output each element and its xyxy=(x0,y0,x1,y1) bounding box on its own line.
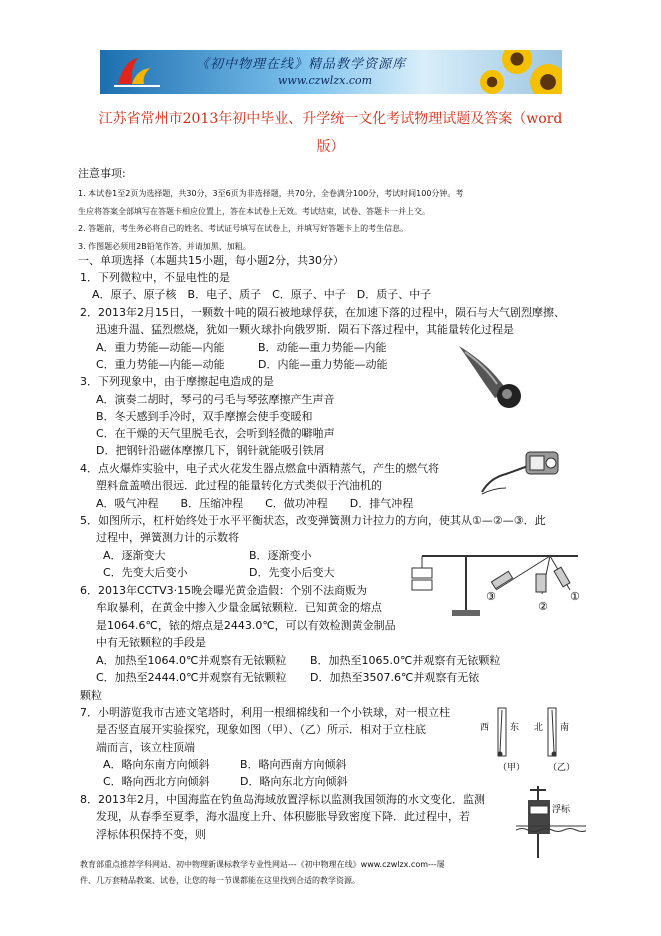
note-item: 1. 本试卷1至2页为选择题，共30分，3至6页为非选择题，共70分，全卷满分100分，考试时间100分钟。考 xyxy=(78,189,464,198)
option-a: A．略向东南方向倾斜 xyxy=(103,758,210,771)
question-stem: 中有无铱颗粒的手段是 xyxy=(96,636,206,649)
question-stem: 7．小明游览我市古迹文笔塔时，利用一根细棉线和一个小铁球，对一根立柱 xyxy=(80,706,450,719)
option-d: D．内能—重力势能—动能 xyxy=(258,358,388,371)
question-stem: 迅速升温、猛烈燃烧，犹如一颗火球扑向俄罗斯．陨石下落过程中，其能量转化过程是 xyxy=(96,323,514,336)
option-c: C．先变大后变小 xyxy=(103,566,188,579)
note-item: 生应将答案全部填写在答题卡相应位置上，答在本试卷上无效。考试结束，试卷、答题卡一并上交。 xyxy=(78,207,430,216)
option-a: A．逐渐变大 xyxy=(103,549,166,562)
pillar-figure xyxy=(476,700,586,772)
footer-line: 件、几万套精品教案、试卷，让您的每一节课都能在这里找到合适的教学资源。 xyxy=(80,876,360,885)
sunflower-icon xyxy=(530,64,562,94)
banner-title: 《初中物理在线》精品教学资源库 xyxy=(196,57,407,72)
lever-figure xyxy=(400,546,585,622)
fig-label-west: 西 xyxy=(480,723,490,733)
question-options: A．吸气冲程 B．压缩冲程 C．做功冲程 D．排气冲程 xyxy=(96,497,414,510)
page-title: 江苏省常州市2013年初中毕业、升学统一文化考试物理试题及答案（word xyxy=(98,111,563,127)
option-c: C．在干燥的天气里脱毛衣，会听到轻微的噼啪声 xyxy=(96,427,335,440)
question-stem: 2．2013年2月15日，一颗数十吨的陨石被地球俘获，在加速下落的过程中，陨石与大气剧烈摩擦、 xyxy=(80,306,565,319)
question-stem: 塑料盒盖喷出很远．此过程的能量转化方式类似于汽油机的 xyxy=(96,479,382,492)
footer-line: 教育部重点推荐学科网站、初中物理新课标教学专业性网站---《初中物理在线》www.czwlzx.com---屡 xyxy=(80,860,445,869)
option-a: A．加热至1064.0℃并观察有无铱颗粒 xyxy=(96,654,287,667)
option-a: A．演奏二胡时，琴弓的弓毛与琴弦摩擦产生声音 xyxy=(96,393,335,406)
question-stem: 8．2013年2月，中国海监在钓鱼岛海域放置浮标以监测我国领海的水文变化．监测 xyxy=(80,793,485,806)
question-stem: 发现，从春季至夏季，海水温度上升、体积膨胀导致密度下降．此过程中，若 xyxy=(96,810,470,823)
option-b: B．动能—重力势能—内能 xyxy=(258,341,387,354)
question-stem: 1．下列微粒中，不显电性的是 xyxy=(80,271,230,284)
fig-label: ① xyxy=(570,590,580,603)
question-stem: 过程中，弹簧测力计的示数将 xyxy=(96,531,239,544)
fig-label-east: 东 xyxy=(510,723,520,733)
option-c: C．略向西北方向倾斜 xyxy=(103,775,210,788)
banner-url: www.czwlzx.com xyxy=(278,74,373,87)
option-d: D．略向东北方向倾斜 xyxy=(240,775,348,788)
option-d-cont: 颗粒 xyxy=(80,689,102,702)
option-c: C．加热至2444.0℃并观察有无铱颗粒 xyxy=(96,671,287,684)
fig-label: ② xyxy=(538,600,548,613)
note-item: 3. 作图题必须用2B铅笔作答，并请加黑、加粗。 xyxy=(78,242,251,251)
question-options: A．原子、原子核 B．电子、质子 C．原子、中子 D．质子、中子 xyxy=(92,288,432,301)
sunflower-icon xyxy=(502,50,532,74)
header-banner xyxy=(100,50,562,94)
question-stem: 是1064.6℃，铱的熔点是2443.0℃，可以有效检测黄金制品 xyxy=(96,619,396,632)
note-item: 2. 答题前，考生务必将自己的姓名、考试证号填写在试卷上，并填写好答题卡上的考生信息。 xyxy=(78,224,409,233)
page-title-cont: 版） xyxy=(316,139,345,155)
fig-label-south: 南 xyxy=(560,723,570,733)
fig-label: 浮标 xyxy=(552,805,571,815)
question-stem: 3．下列现象中，由于摩擦起电造成的是 xyxy=(80,375,274,388)
option-b: B．略向西南方向倾斜 xyxy=(240,758,347,771)
meteor-figure xyxy=(455,340,530,412)
question-stem: 6．2013年CCTV3·15晚会曝光黄金造假：个别不法商贩为 xyxy=(80,584,368,597)
question-stem: 端而言，该立柱顶端 xyxy=(96,741,195,754)
fig-label: ③ xyxy=(486,590,496,603)
fig-label-jia: （甲） xyxy=(498,763,526,772)
question-stem: 4．点火爆炸实验中，电子式火花发生器点燃盒中酒精蒸气，产生的燃气将 xyxy=(80,462,439,475)
fig-label-yi: （乙） xyxy=(548,763,576,772)
notes-heading: 注意事项: xyxy=(78,167,126,180)
site-logo-icon xyxy=(110,54,164,90)
question-stem: 是否竖直展开实验探究，现象如图（甲）、（乙）所示．相对于立柱底 xyxy=(96,723,426,736)
option-b: B．逐渐变小 xyxy=(249,549,312,562)
question-stem: 5．如图所示，杠杆始终处于水平平衡状态，改变弹簧测力计拉力的方向，使其从①—②—③．此 xyxy=(80,514,546,527)
option-d: D．先变小后变大 xyxy=(249,566,335,579)
option-c: C．重力势能—内能—动能 xyxy=(96,358,225,371)
section-heading: 一、单项选择（本题共15小题，每小题2分，共30分） xyxy=(78,254,344,267)
fig-label-north: 北 xyxy=(534,723,544,733)
option-d: D．把钢针沿磁体摩擦几下，钢针就能吸引铁屑 xyxy=(96,444,325,457)
buoy-figure xyxy=(516,782,586,862)
option-b: B．加热至1065.0℃并观察有无铱颗粒 xyxy=(310,654,501,667)
question-stem: 浮标体积保持不变，则 xyxy=(96,828,206,841)
option-a: A．重力势能—动能—内能 xyxy=(96,341,225,354)
question-stem: 牟取暴利，在黄金中掺入少量金属铱颗粒．已知黄金的熔点 xyxy=(96,601,382,614)
spark-generator-figure xyxy=(480,448,566,500)
option-b: B．冬天感到手冷时，双手摩擦会使手变暖和 xyxy=(96,410,313,423)
sunflower-icon xyxy=(480,70,504,94)
option-d: D．加热至3507.6℃并观察有无铱 xyxy=(310,671,480,684)
